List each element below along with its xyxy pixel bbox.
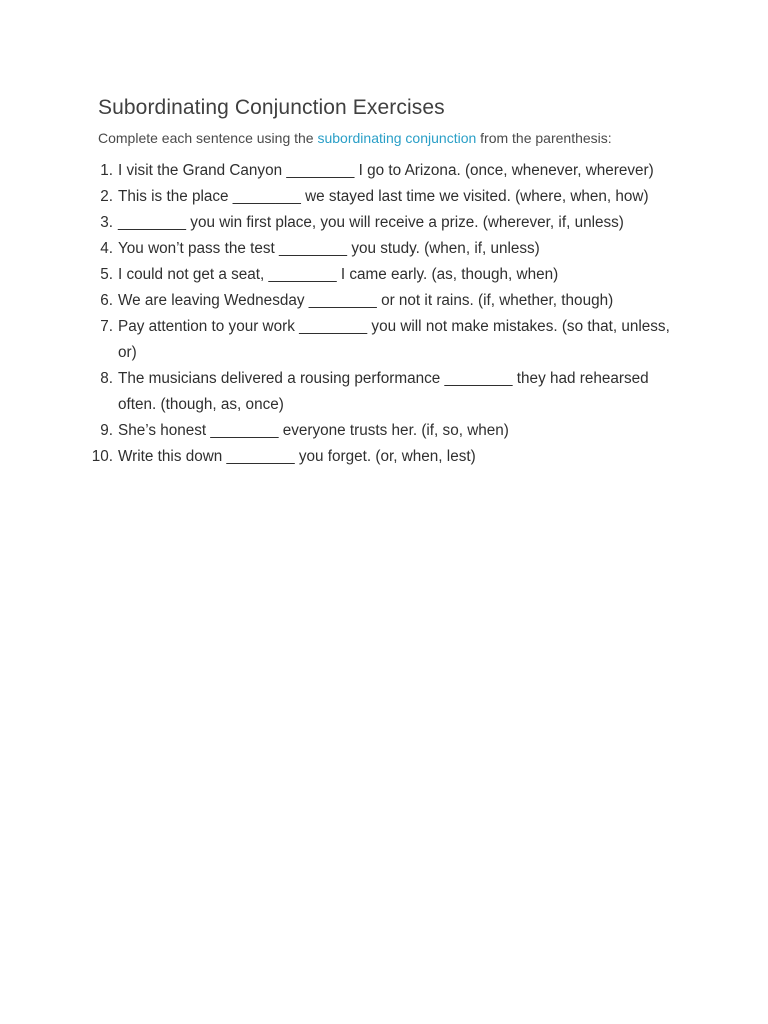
page-title: Subordinating Conjunction Exercises <box>98 96 445 119</box>
exercise-text: She’s honest ________ everyone trusts her. (if, so, when) <box>118 422 509 439</box>
exercise-number: 1. <box>100 162 113 179</box>
exercise-number: 10. <box>91 448 113 465</box>
exercise-number: 6. <box>100 292 113 309</box>
exercise-text: You won’t pass the test ________ you study. (when, if, unless) <box>118 240 540 257</box>
exercise-item <box>0 262 678 288</box>
exercise-number: 9. <box>100 422 113 439</box>
exercise-number: 7. <box>100 318 113 335</box>
exercise-text: We are leaving Wednesday ________ or not it rains. (if, whether, though) <box>118 292 614 309</box>
exercise-text: The musicians delivered a rousing performance ________ they had rehearsed often. (though, as, once) <box>118 370 649 413</box>
exercise-list <box>0 158 768 470</box>
exercise-item <box>0 210 678 236</box>
exercise-item <box>0 236 678 262</box>
exercise-text: ________ you win first place, you will receive a prize. (wherever, if, unless) <box>118 214 624 231</box>
exercise-item <box>0 444 678 470</box>
exercise-number: 4. <box>100 240 113 257</box>
exercise-number: 2. <box>100 188 113 205</box>
instructions-text-after: from the parenthesis: <box>476 130 612 146</box>
exercise-item <box>0 314 678 366</box>
subordinating-conjunction-link[interactable]: subordinating conjunction <box>317 130 477 146</box>
exercise-number: 8. <box>100 370 113 387</box>
exercise-text: Pay attention to your work ________ you will not make mistakes. (so that, unless, or) <box>118 318 670 361</box>
exercise-text: Write this down ________ you forget. (or, when, lest) <box>118 448 476 465</box>
exercise-item <box>0 158 678 184</box>
instructions <box>98 130 612 146</box>
instructions-text-before: Complete each sentence using the <box>98 130 318 146</box>
exercise-number: 3. <box>100 214 113 231</box>
exercise-number: 5. <box>100 266 113 283</box>
exercise-text: I could not get a seat, ________ I came early. (as, though, when) <box>118 266 559 283</box>
exercise-item <box>0 288 678 314</box>
exercise-text: I visit the Grand Canyon ________ I go to Arizona. (once, whenever, wherever) <box>118 162 654 179</box>
exercise-item <box>0 184 678 210</box>
exercise-item <box>0 366 678 418</box>
exercise-item <box>0 418 678 444</box>
exercise-text: This is the place ________ we stayed last time we visited. (where, when, how) <box>118 188 649 205</box>
